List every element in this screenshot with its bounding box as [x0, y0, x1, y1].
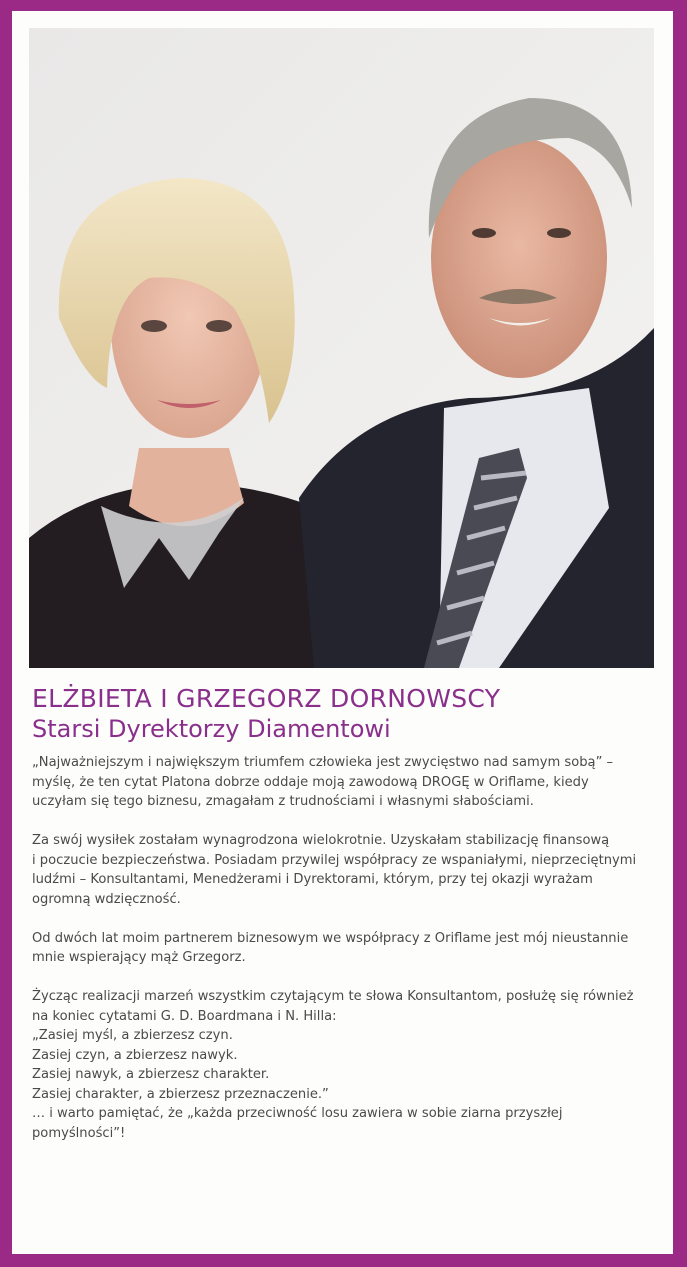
text-line: myślę, że ten cytat Platona dobrze oddaje moją zawodową DROGĘ w Oriflame, kiedy	[32, 774, 589, 790]
paragraph-2	[32, 831, 662, 909]
text-line: na koniec cytatami G. D. Boardmana i N. Hilla:	[32, 1008, 337, 1024]
text-line: ogromną wdzięczność.	[32, 891, 181, 907]
text-line: uczyłam się tego biznesu, zmagałam z trudnościami i własnymi słabościami.	[32, 794, 534, 809]
text-line: pomyślności”!	[32, 1125, 126, 1141]
paragraph-4	[32, 987, 662, 1143]
text-line: i poczucie bezpieczeństwa. Posiadam przywilej współpracy ze wspaniałymi, nieprzeciętnymi	[32, 852, 637, 868]
paragraph-3	[32, 929, 662, 968]
text-line: Od dwóch lat moim partnerem biznesowym we współpracy z Oriflame jest mój nieustannie	[32, 930, 629, 946]
text-line: Zasiej nawyk, a zbierzesz charakter.	[32, 1067, 270, 1082]
text-line: Życząc realizacji marzeń wszystkim czytającym te słowa Konsultantom, posłużę się również	[32, 989, 634, 1004]
position-title: Starsi Dyrektorzy Diamentowi	[32, 715, 391, 743]
text-line: ludźmi – Konsultantami, Menedżerami i Dyrektorami, którym, przy tej okazji wyrażam	[32, 872, 593, 887]
text-line: … i warto pamiętać, że „każda przeciwność losu zawiera w sobie ziarna przyszłej	[32, 1106, 563, 1121]
person-name-heading: ELŻBIETA I GRZEGORZ DORNOWSCY	[32, 684, 501, 713]
text-line: Zasiej czyn, a zbierzesz nawyk.	[32, 1047, 238, 1063]
paragraph-1	[32, 753, 662, 812]
portrait-photo	[29, 28, 654, 668]
page-card	[12, 11, 673, 1254]
article-body	[32, 753, 662, 1163]
text-line: „Zasiej myśl, a zbierzesz czyn.	[32, 1028, 233, 1043]
text-line: Zasiej charakter, a zbierzesz przeznaczenie.”	[32, 1086, 329, 1102]
text-line: Za swój wysiłek zostałam wynagrodzona wielokrotnie. Uzyskałam stabilizację finansową	[32, 833, 610, 848]
text-line: „Najważniejszym i największym triumfem człowieka jest zwycięstwo nad samym sobą” –	[32, 755, 614, 770]
text-line: mnie wspierający mąż Grzegorz.	[32, 950, 246, 965]
